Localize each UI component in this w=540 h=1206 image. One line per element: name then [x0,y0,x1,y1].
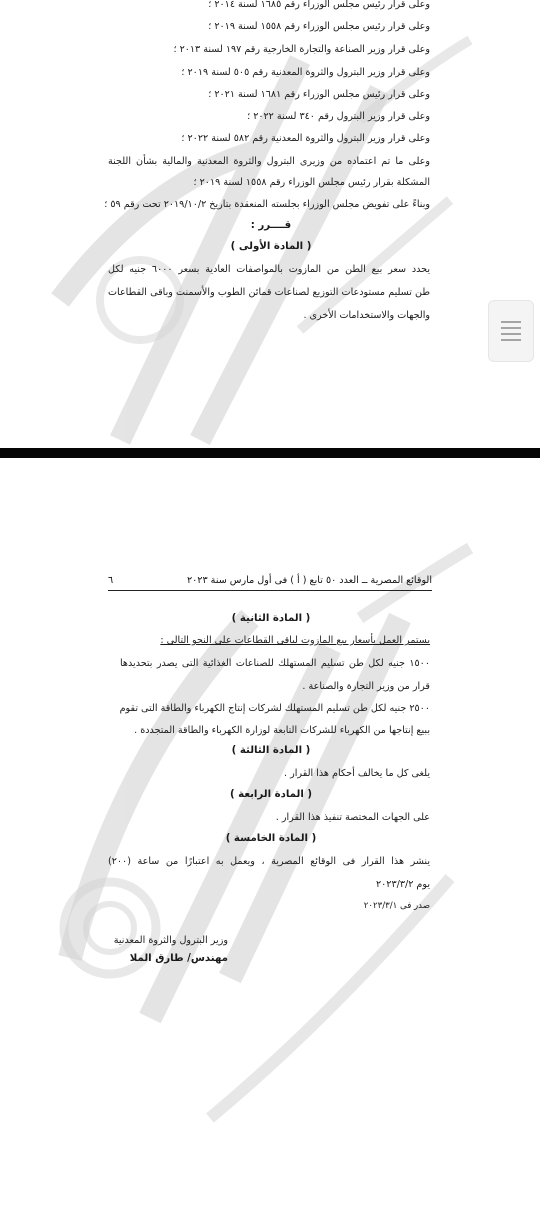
document-page-1 [0,0,540,448]
preamble-line: وعلى قرار وزير الصناعة والتجارة الخارجية رقم ١٩٧ لسنة ٢٠١٣ ؛ [173,44,430,55]
preamble-line: وعلى قرار وزير البترول رقم ٣٤٠ لسنة ٢٠٢٢ ؛ [247,111,430,122]
article-3-title: ( المادة الثالثة ) [231,745,311,756]
running-header [108,574,432,591]
article-5-line: يوم ٢٠٢٣/٣/٢ [375,879,430,890]
signatory-title: وزير البترول والثروة المعدنية [113,935,228,946]
preamble-line: وعلى ما تم اعتماده من وزيرى البترول والثروة المعدنية والمالية بشأن اللجنة [108,156,430,167]
preamble-line: وعلى قرار رئيس مجلس الوزراء رقم ١٦٨٥ لسنة ٢٠١٤ ؛ [208,0,430,10]
article-4-text: على الجهات المختصة تنفيذ هذا القرار . [275,812,430,823]
article-2-line: ١٥٠٠ جنيه لكل طن تسليم المستهلك للصناعات الغذائية التى يصدر بتحديدها [120,658,430,669]
page-divider [0,448,540,458]
running-header-title: الوقائع المصرية ــ العدد ٥٠ تابع ( أ ) فى أول مارس سنة ٢٠٢٣ [187,575,432,586]
article-1-line: طن تسليم مستودعات التوزيع لصناعات قمائن الطوب والأسمنت وباقى القطاعات [108,287,430,298]
article-1-title: ( المادة الأولى ) [230,241,312,252]
preamble-line: المشكلة بقرار رئيس مجلس الوزراء رقم ١٥٥٨ لسنة ٢٠١٩ ؛ [193,177,430,188]
preamble-line: وعلى قرار رئيس مجلس الوزراء رقم ١٦٨١ لسنة ٢٠٢١ ؛ [208,89,430,100]
article-2-line: قرار من وزير التجارة والصناعة . [302,681,430,692]
menu-button[interactable] [488,300,534,362]
article-4-title: ( المادة الرابعة ) [229,789,313,800]
article-2-title: ( المادة الثانية ) [231,613,311,624]
signatory-name: مهندس/ طارق الملا [129,953,228,964]
preamble-line: وبناءً على تفويض مجلس الوزراء بجلسته المنعقدة بتاريخ ٢٠١٩/١٠/٢ تحت رقم ٥٩ ؛ [104,199,430,210]
article-5-title: ( المادة الخامسة ) [225,833,317,844]
article-2-line: ببيع إنتاجها من الكهرباء للشركات التابعة لوزارة الكهرباء والطاقة المتجددة . [134,725,430,736]
decree-heading: قــــرر : [250,220,292,231]
article-2-line: ٢٥٠٠ جنيه لكل طن تسليم المستهلك لشركات إنتاج الكهرباء والطاقة التى تقوم [119,703,430,714]
preamble-line: وعلى قرار وزير البترول والثروة المعدنية رقم ٥٨٢ لسنة ٢٠٢٢ ؛ [181,133,430,144]
article-2-line: يستمر العمل بأسعار بيع المازوت لباقى القطاعات على النحو التالى : [160,635,430,646]
article-3-text: يلغى كل ما يخالف أحكام هذا القرار . [284,768,430,779]
article-1-line: والجهات والاستخدامات الأخرى . [303,310,430,321]
issue-date: صدر فى ٢٠٢٣/٣/١ [363,901,430,911]
document-page-2 [0,458,540,1206]
article-5-line: ينشر هذا القرار فى الوقائع المصرية ، ويعمل به اعتبارًا من ساعة (٢٠٠) [108,856,430,867]
page-number: ٦ [108,575,114,586]
hamburger-menu-icon [500,318,522,344]
article-1-line: يحدد سعر بيع الطن من المازوت بالمواصفات العادية بسعر ٦٠٠٠ جنيه لكل [108,264,430,275]
preamble-line: وعلى قرار رئيس مجلس الوزراء رقم ١٥٥٨ لسنة ٢٠١٩ ؛ [208,21,430,32]
preamble-line: وعلى قرار وزير البترول والثروة المعدنية رقم ٥٠٥ لسنة ٢٠١٩ ؛ [181,67,430,78]
